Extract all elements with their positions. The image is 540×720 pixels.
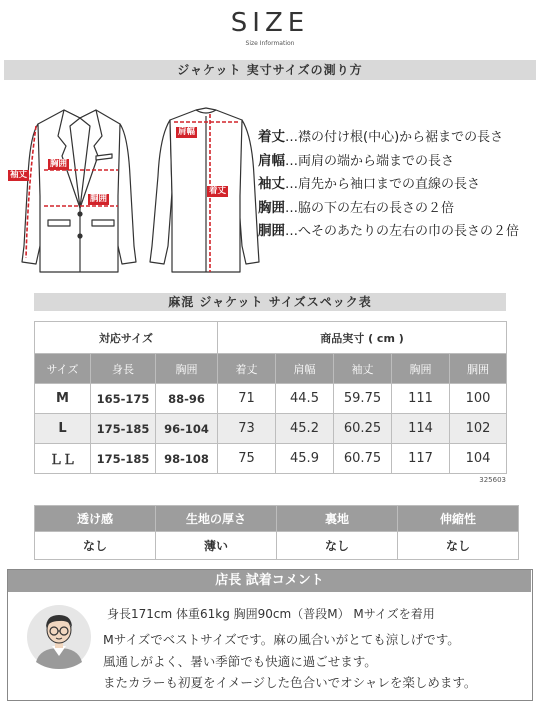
table-cell: 45.2 [276, 414, 334, 444]
group-left-header: 対応サイズ [35, 322, 218, 354]
definition-row [258, 126, 519, 150]
table-cell: 102 [450, 414, 507, 444]
table-cell: 60.75 [334, 444, 392, 474]
definition-term: 袖丈 [258, 176, 285, 192]
definition-desc: …へそのあたりの左右の巾の長さの２倍 [285, 224, 520, 239]
column-header: サイズ [35, 354, 91, 384]
comment-line: またカラーも初夏をイメージした色合いでオシャレを楽しめます。 [103, 675, 477, 690]
table-cell: 60.25 [334, 414, 392, 444]
feature-value-row [35, 532, 519, 560]
column-header: 胸囲 [156, 354, 218, 384]
table-cell: 100 [450, 384, 507, 414]
label-chest: 胸囲 [50, 159, 68, 169]
feature-table [34, 505, 519, 560]
table-cell: M [35, 384, 91, 414]
table-cell: ＬＬ [35, 444, 91, 474]
definition-row [258, 150, 519, 174]
table-cell: L [35, 414, 91, 444]
table-cell: 75 [218, 444, 276, 474]
table-cell: 73 [218, 414, 276, 444]
feature-header-row [35, 506, 519, 532]
label-waist: 胴囲 [90, 194, 108, 204]
feature-value: なし [398, 532, 519, 560]
spec-table [34, 321, 507, 474]
table-cell: 114 [392, 414, 450, 444]
feature-value: 薄い [156, 532, 277, 560]
table-cell: 98-108 [156, 444, 218, 474]
definition-desc: …両肩の端から端までの長さ [285, 153, 455, 169]
comment-line: Mサイズでベストサイズです。麻の風合いがとても涼しげです。 [103, 632, 460, 647]
column-header: 袖丈 [334, 354, 392, 384]
group-right-header: 商品実寸 ( cm ) [218, 322, 507, 354]
label-sleeve: 袖丈 [10, 170, 28, 180]
feature-header: 生地の厚さ [156, 506, 277, 532]
table-row [35, 444, 507, 474]
table-cell: 59.75 [334, 384, 392, 414]
feature-value: なし [277, 532, 398, 560]
table-cell: 45.9 [276, 444, 334, 474]
definition-term: 胴囲 [258, 223, 285, 239]
measure-heading: ジャケット 実寸サイズの測り方 [4, 60, 536, 80]
table-cell: 117 [392, 444, 450, 474]
table-cell: 71 [218, 384, 276, 414]
spec-column-header [35, 354, 507, 384]
column-header: 胸囲 [392, 354, 450, 384]
page-subtitle: Size Information [245, 40, 295, 47]
feature-header: 裏地 [277, 506, 398, 532]
table-cell: 175-185 [91, 414, 156, 444]
label-shoulder: 肩幅 [178, 127, 196, 137]
comment-profile: 身長171cm 体重61kg 胸囲90cm（普段M） Mサイズを着用 [107, 607, 435, 621]
column-header: 胴囲 [450, 354, 507, 384]
product-code: 325603 [479, 476, 506, 484]
measure-definitions [258, 126, 519, 244]
definition-term: 胸囲 [258, 199, 285, 216]
label-length: 着丈 [209, 186, 227, 196]
comment-heading: 店長 試着コメント [8, 570, 531, 592]
table-cell: 175-185 [91, 444, 156, 474]
definition-desc: …脇の下の左右の長さの２倍 [285, 200, 455, 216]
feature-value: なし [35, 532, 156, 560]
definition-row [258, 197, 519, 221]
comment-text [103, 629, 476, 694]
avatar-icon [26, 604, 92, 670]
column-header: 肩幅 [276, 354, 334, 384]
definition-term: 着丈 [258, 129, 285, 145]
table-cell: 104 [450, 444, 507, 474]
definition-desc: …襟の付け根(中心)から裾までの長さ [285, 130, 504, 145]
feature-header: 伸縮性 [398, 506, 519, 532]
table-cell: 111 [392, 384, 450, 414]
table-cell: 88-96 [156, 384, 218, 414]
spec-heading: 麻混 ジャケット サイズスペック表 [34, 293, 506, 311]
feature-header: 透け感 [35, 506, 156, 532]
table-cell: 165-175 [91, 384, 156, 414]
column-header: 身長 [91, 354, 156, 384]
table-row [35, 384, 507, 414]
jacket-diagram [0, 96, 260, 288]
table-cell: 44.5 [276, 384, 334, 414]
table-cell: 96-104 [156, 414, 218, 444]
definition-term: 肩幅 [258, 152, 285, 169]
column-header: 着丈 [218, 354, 276, 384]
definition-desc: …肩先から袖口までの直線の長さ [285, 177, 481, 192]
definition-row [258, 220, 519, 244]
avatar [26, 604, 92, 670]
table-row [35, 414, 507, 444]
page-title: SIZE [230, 8, 310, 38]
comment-line: 風通しがよく、暑い季節でも快適に過ごせます。 [103, 653, 377, 669]
definition-row [258, 173, 519, 197]
spec-group-header [35, 322, 507, 354]
